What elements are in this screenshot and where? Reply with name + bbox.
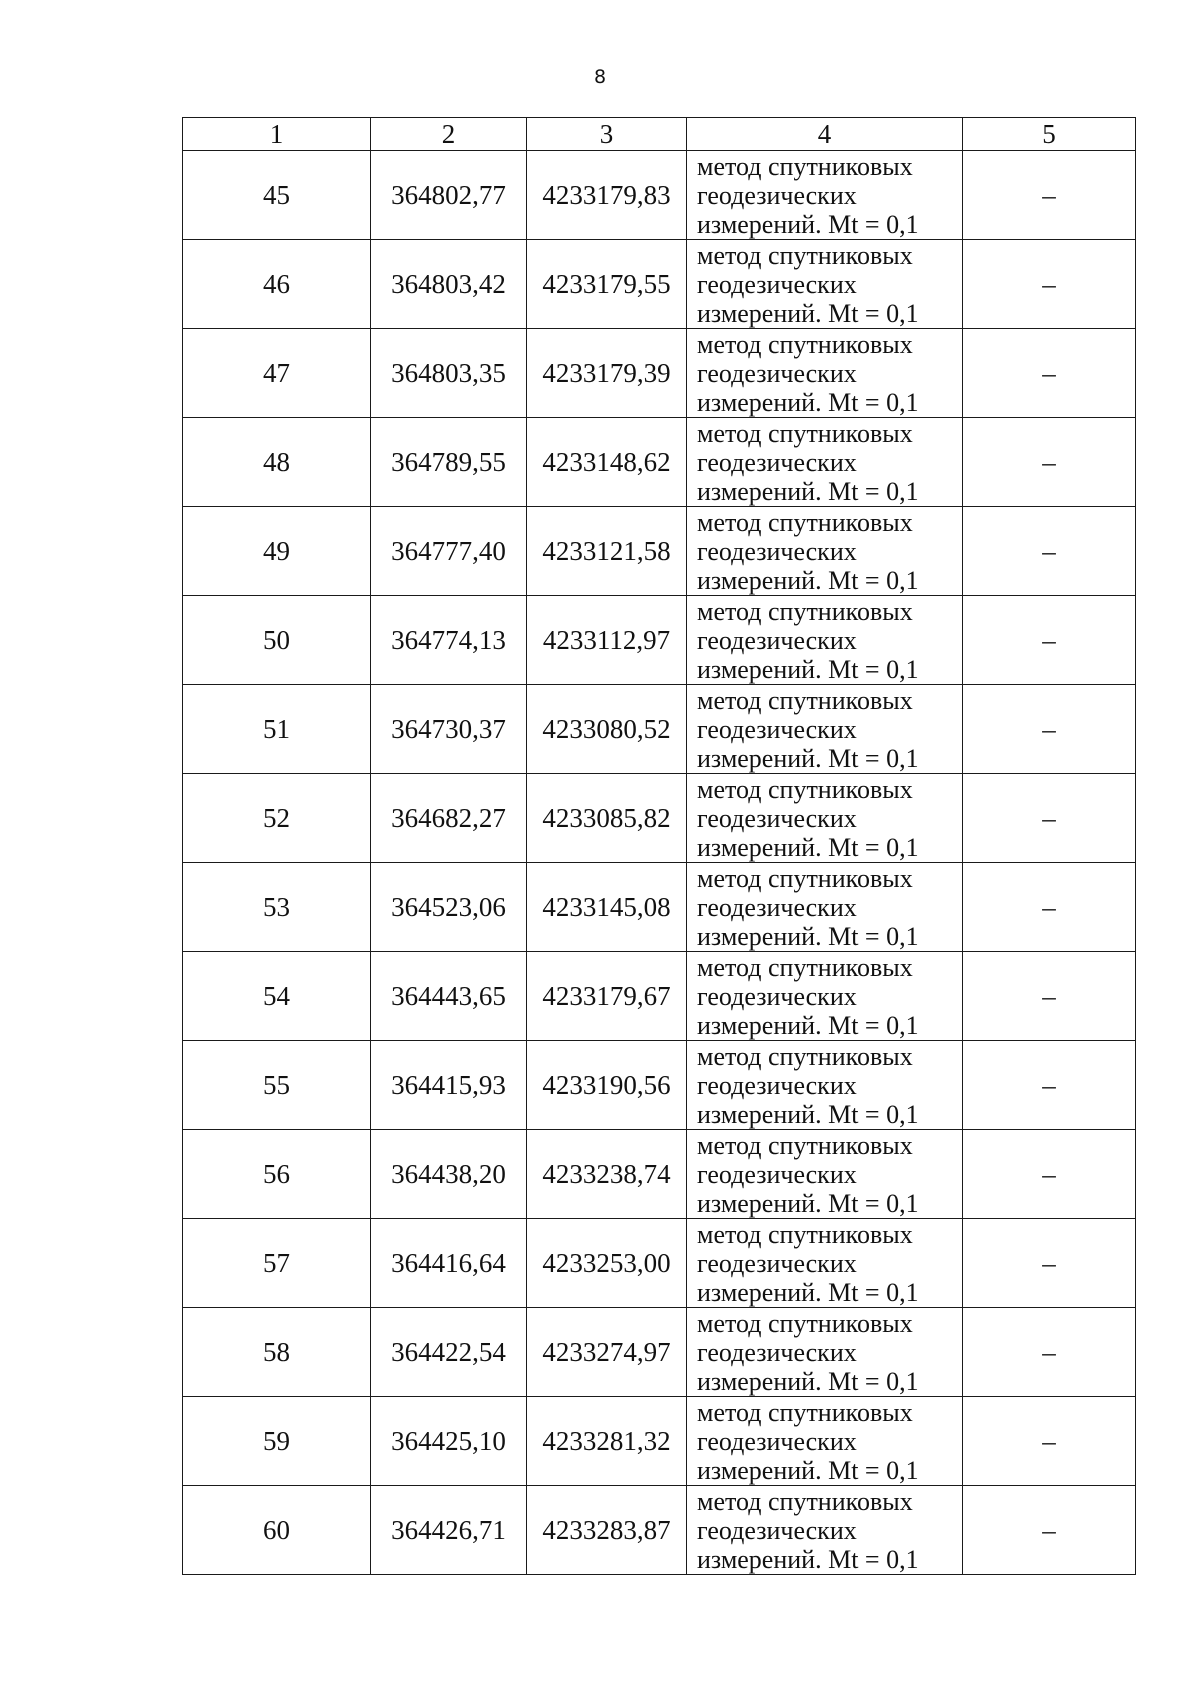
method-line: измерений. Mt = 0,1 <box>697 1010 919 1040</box>
x-coordinate-cell: 364443,65 <box>371 952 527 1041</box>
y-coordinate-cell: 4233148,62 <box>527 418 687 507</box>
point-number-cell: 53 <box>183 863 371 952</box>
method-cell <box>687 1041 963 1130</box>
column-header: 3 <box>527 118 687 151</box>
y-coordinate-cell: 4233112,97 <box>527 596 687 685</box>
method-cell <box>687 1219 963 1308</box>
method-line: метод спутниковых <box>697 596 913 626</box>
method-line: измерений. Mt = 0,1 <box>697 1277 919 1307</box>
method-line: измерений. Mt = 0,1 <box>697 387 919 417</box>
method-line: измерений. Mt = 0,1 <box>697 1188 919 1218</box>
note-cell: – <box>963 151 1136 240</box>
method-cell <box>687 863 963 952</box>
point-number-cell: 51 <box>183 685 371 774</box>
note-cell: – <box>963 596 1136 685</box>
method-line: геодезических <box>697 447 857 477</box>
method-line: измерений. Mt = 0,1 <box>697 1544 919 1574</box>
y-coordinate-cell: 4233145,08 <box>527 863 687 952</box>
x-coordinate-cell: 364415,93 <box>371 1041 527 1130</box>
method-cell <box>687 418 963 507</box>
method-line: измерений. Mt = 0,1 <box>697 832 919 862</box>
table-row <box>183 1219 1136 1308</box>
point-number-cell: 46 <box>183 240 371 329</box>
method-line: метод спутниковых <box>697 151 913 181</box>
x-coordinate-cell: 364774,13 <box>371 596 527 685</box>
method-line: измерений. Mt = 0,1 <box>697 476 919 506</box>
method-line: измерений. Mt = 0,1 <box>697 209 919 239</box>
method-cell <box>687 1397 963 1486</box>
method-line: геодезических <box>697 269 857 299</box>
method-line: геодезических <box>697 981 857 1011</box>
point-number-cell: 48 <box>183 418 371 507</box>
method-line: измерений. Mt = 0,1 <box>697 1455 919 1485</box>
method-line: геодезических <box>697 1159 857 1189</box>
method-line: метод спутниковых <box>697 507 913 537</box>
table-row <box>183 418 1136 507</box>
y-coordinate-cell: 4233283,87 <box>527 1486 687 1575</box>
x-coordinate-cell: 364802,77 <box>371 151 527 240</box>
method-cell <box>687 1486 963 1575</box>
method-line: измерений. Mt = 0,1 <box>697 921 919 951</box>
y-coordinate-cell: 4233274,97 <box>527 1308 687 1397</box>
note-cell: – <box>963 418 1136 507</box>
x-coordinate-cell: 364803,42 <box>371 240 527 329</box>
note-cell: – <box>963 1397 1136 1486</box>
method-cell <box>687 329 963 418</box>
method-line: метод спутниковых <box>697 774 913 804</box>
method-cell <box>687 952 963 1041</box>
method-line: метод спутниковых <box>697 1041 913 1071</box>
column-header: 1 <box>183 118 371 151</box>
x-coordinate-cell: 364425,10 <box>371 1397 527 1486</box>
table-row <box>183 774 1136 863</box>
y-coordinate-cell: 4233253,00 <box>527 1219 687 1308</box>
note-cell: – <box>963 1308 1136 1397</box>
method-line: геодезических <box>697 180 857 210</box>
point-number-cell: 60 <box>183 1486 371 1575</box>
table-row <box>183 863 1136 952</box>
method-line: геодезических <box>697 892 857 922</box>
method-line: метод спутниковых <box>697 685 913 715</box>
point-number-cell: 58 <box>183 1308 371 1397</box>
point-number-cell: 49 <box>183 507 371 596</box>
x-coordinate-cell: 364426,71 <box>371 1486 527 1575</box>
method-line: геодезических <box>697 714 857 744</box>
column-header: 4 <box>687 118 963 151</box>
table-row <box>183 685 1136 774</box>
method-line: измерений. Mt = 0,1 <box>697 654 919 684</box>
table-body <box>183 151 1136 1575</box>
x-coordinate-cell: 364730,37 <box>371 685 527 774</box>
y-coordinate-cell: 4233179,67 <box>527 952 687 1041</box>
method-line: метод спутниковых <box>697 1486 913 1516</box>
method-line: геодезических <box>697 536 857 566</box>
method-line: измерений. Mt = 0,1 <box>697 743 919 773</box>
x-coordinate-cell: 364422,54 <box>371 1308 527 1397</box>
point-number-cell: 50 <box>183 596 371 685</box>
table-row <box>183 240 1136 329</box>
point-number-cell: 59 <box>183 1397 371 1486</box>
point-number-cell: 54 <box>183 952 371 1041</box>
method-line: метод спутниковых <box>697 329 913 359</box>
method-line: измерений. Mt = 0,1 <box>697 565 919 595</box>
table-header <box>183 118 1136 151</box>
point-number-cell: 52 <box>183 774 371 863</box>
note-cell: – <box>963 1130 1136 1219</box>
method-line: геодезических <box>697 803 857 833</box>
method-line: геодезических <box>697 358 857 388</box>
table-row <box>183 329 1136 418</box>
table-row <box>183 1308 1136 1397</box>
table-row <box>183 151 1136 240</box>
y-coordinate-cell: 4233281,32 <box>527 1397 687 1486</box>
method-line: метод спутниковых <box>697 1219 913 1249</box>
note-cell: – <box>963 952 1136 1041</box>
method-line: метод спутниковых <box>697 1397 913 1427</box>
method-line: метод спутниковых <box>697 240 913 270</box>
method-line: измерений. Mt = 0,1 <box>697 1099 919 1129</box>
method-line: метод спутниковых <box>697 418 913 448</box>
method-line: измерений. Mt = 0,1 <box>697 1366 919 1396</box>
x-coordinate-cell: 364789,55 <box>371 418 527 507</box>
header-row <box>183 118 1136 151</box>
coordinates-table <box>182 117 1136 1575</box>
method-line: измерений. Mt = 0,1 <box>697 298 919 328</box>
method-cell <box>687 507 963 596</box>
y-coordinate-cell: 4233085,82 <box>527 774 687 863</box>
method-cell <box>687 1308 963 1397</box>
y-coordinate-cell: 4233190,56 <box>527 1041 687 1130</box>
y-coordinate-cell: 4233121,58 <box>527 507 687 596</box>
method-line: геодезических <box>697 1515 857 1545</box>
y-coordinate-cell: 4233179,55 <box>527 240 687 329</box>
x-coordinate-cell: 364777,40 <box>371 507 527 596</box>
point-number-cell: 47 <box>183 329 371 418</box>
note-cell: – <box>963 240 1136 329</box>
table-row <box>183 1486 1136 1575</box>
note-cell: – <box>963 1219 1136 1308</box>
method-cell <box>687 240 963 329</box>
column-header: 2 <box>371 118 527 151</box>
note-cell: – <box>963 507 1136 596</box>
point-number-cell: 55 <box>183 1041 371 1130</box>
method-cell <box>687 151 963 240</box>
method-cell <box>687 596 963 685</box>
method-cell <box>687 685 963 774</box>
x-coordinate-cell: 364523,06 <box>371 863 527 952</box>
method-cell <box>687 1130 963 1219</box>
table-row <box>183 952 1136 1041</box>
method-line: метод спутниковых <box>697 1308 913 1338</box>
method-line: метод спутниковых <box>697 863 913 893</box>
note-cell: – <box>963 1041 1136 1130</box>
method-line: геодезических <box>697 1248 857 1278</box>
table-row <box>183 1397 1136 1486</box>
method-cell <box>687 774 963 863</box>
method-line: геодезических <box>697 625 857 655</box>
y-coordinate-cell: 4233238,74 <box>527 1130 687 1219</box>
table-row <box>183 1130 1136 1219</box>
x-coordinate-cell: 364682,27 <box>371 774 527 863</box>
table-row <box>183 596 1136 685</box>
x-coordinate-cell: 364438,20 <box>371 1130 527 1219</box>
y-coordinate-cell: 4233179,39 <box>527 329 687 418</box>
y-coordinate-cell: 4233080,52 <box>527 685 687 774</box>
y-coordinate-cell: 4233179,83 <box>527 151 687 240</box>
x-coordinate-cell: 364416,64 <box>371 1219 527 1308</box>
note-cell: – <box>963 1486 1136 1575</box>
column-header: 5 <box>963 118 1136 151</box>
note-cell: – <box>963 329 1136 418</box>
point-number-cell: 57 <box>183 1219 371 1308</box>
note-cell: – <box>963 774 1136 863</box>
method-line: геодезических <box>697 1426 857 1456</box>
note-cell: – <box>963 685 1136 774</box>
method-line: метод спутниковых <box>697 952 913 982</box>
table-row <box>183 507 1136 596</box>
method-line: метод спутниковых <box>697 1130 913 1160</box>
x-coordinate-cell: 364803,35 <box>371 329 527 418</box>
note-cell: – <box>963 863 1136 952</box>
method-line: геодезических <box>697 1337 857 1367</box>
point-number-cell: 56 <box>183 1130 371 1219</box>
table-row <box>183 1041 1136 1130</box>
point-number-cell: 45 <box>183 151 371 240</box>
page-number: 8 <box>593 66 607 88</box>
method-line: геодезических <box>697 1070 857 1100</box>
